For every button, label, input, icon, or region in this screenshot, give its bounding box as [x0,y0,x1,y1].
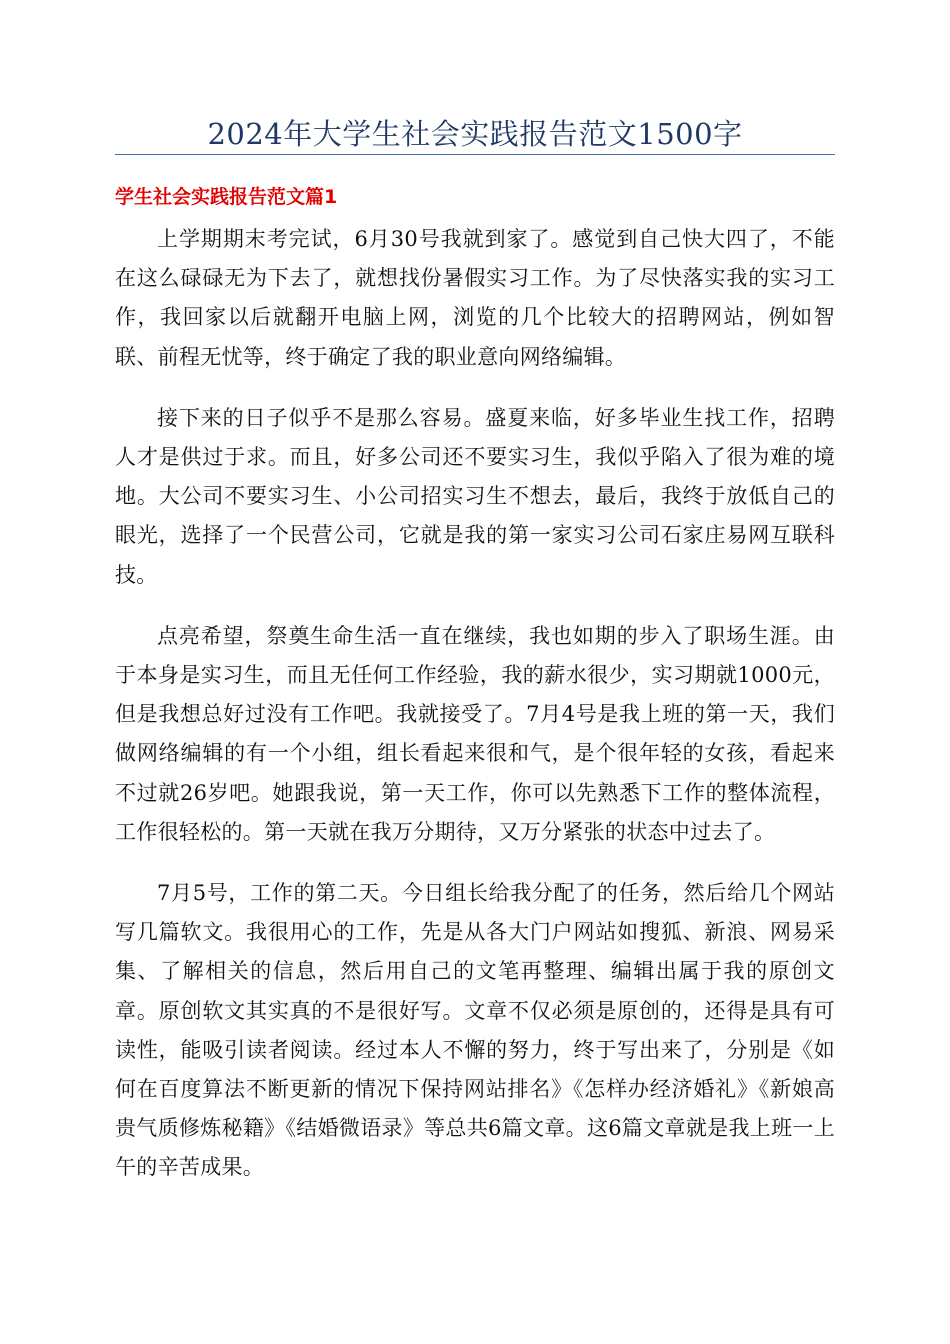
section-heading: 学生社会实践报告范文篇1 [115,186,338,208]
paragraph: 上学期期末考完试，6月30号我就到家了。感觉到自己快大四了，不能在这么碌碌无为下去了，就想找份暑假实习工作。为了尽快落实我的实习工作，我回家以后就翻开电脑上网，浏览的几个比较大的招聘网站，例如智联、前程无忧等，终于确定了我的职业意向网络编辑。 [115,227,835,369]
paragraph: 7月5号，工作的第二天。今日组长给我分配了的任务，然后给几个网站写几篇软文。我很用心的工作，先是从各大门户网站如搜狐、新浪、网易采集、了解相关的信息，然后用自己的文笔再整理、编辑出属于我的原创文章。原创软文其实真的不是很好写。文章不仅必须是原创的，还得是具有可读性，能吸引读者阅读。经过本人不懈的努力，终于写出来了，分别是《如何在百度算法不断更新的情况下保持网站排名》《怎样办经济婚礼》《新娘高贵气质修炼秘籍》《结婚微语录》等总共6篇文章。这6篇文章就是我上班一上午的辛苦成果。 [115,881,835,1180]
paragraph: 接下来的日子似乎不是那么容易。盛夏来临，好多毕业生找工作，招聘人才是供过于求。而且，好多公司还不要实习生，我似乎陷入了很为难的境地。大公司不要实习生、小公司招实习生不想去，最后，我终于放低自己的眼光，选择了一个民营公司，它就是我的第一家实习公司石家庄易网互联科技。 [115,405,835,587]
document-body [115,220,835,1210]
paragraph: 点亮希望，祭奠生命生活一直在继续，我也如期的步入了职场生涯。由于本身是实习生，而且无任何工作经验，我的薪水很少，实习期就1000元，但是我想总好过没有工作吧。我就接受了。7月4号是我上班的第一天，我们做网络编辑的有一个小组，组长看起来很和气，是个很年轻的女孩，看起来不过就26岁吧。她跟我说，第一天工作，你可以先熟悉下工作的整体流程，工作很轻松的。第一天就在我万分期待，又万分紧张的状态中过去了。 [115,623,835,844]
document-title: 2024年大学生社会实践报告范文1500字 [207,117,743,151]
title-underline [115,154,835,155]
